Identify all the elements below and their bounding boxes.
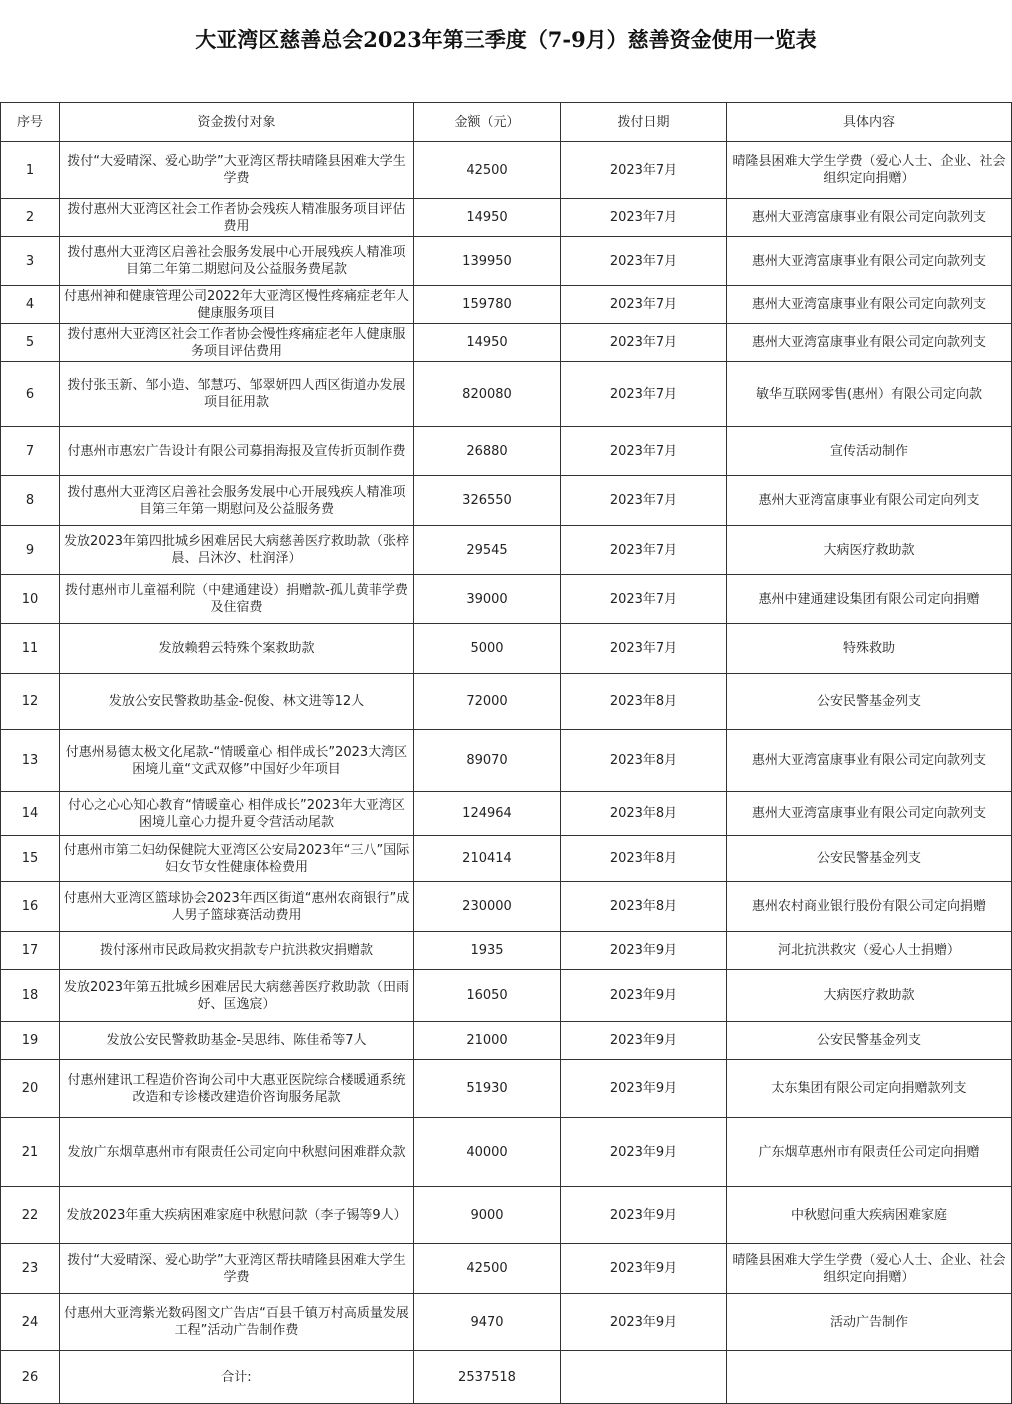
table-row [1,237,1012,286]
table-row [1,1060,1012,1118]
payee-cell: 发放广东烟草惠州市有限责任公司定向中秋慰问困难群众款 [60,1118,414,1187]
content-cell: 广东烟草惠州市有限责任公司定向捐赠 [727,1118,1012,1187]
date-cell: 2023年9月 [561,1244,727,1294]
payee-cell: 付惠州大亚湾区篮球协会2023年西区街道“惠州农商银行”成人男子篮球赛活动费用 [60,882,414,932]
date-cell: 2023年9月 [561,1294,727,1351]
row-number-cell: 2 [1,199,60,237]
payee-cell: 发放公安民警救助基金-倪俊、林文进等12人 [60,674,414,730]
amount-cell: 21000 [414,1022,561,1060]
row-number-cell: 1 [1,142,60,199]
row-number-cell: 16 [1,882,60,932]
date-cell: 2023年8月 [561,882,727,932]
content-cell: 惠州农村商业银行股份有限公司定向捐赠 [727,882,1012,932]
table-row [1,526,1012,575]
table-header-row [1,103,1012,142]
payee-cell: 发放2023年第五批城乡困难居民大病慈善医疗救助款（田雨妤、匡逸宸） [60,970,414,1022]
content-cell: 公安民警基金列支 [727,836,1012,882]
date-cell: 2023年7月 [561,476,727,526]
table-row [1,730,1012,792]
payee-cell: 拨付涿州市民政局救灾捐款专户抗洪救灾捐赠款 [60,932,414,970]
header-cell-target: 资金拨付对象 [60,103,414,142]
row-number-cell: 24 [1,1294,60,1351]
table-row [1,882,1012,932]
table-row [1,1187,1012,1244]
header-cell-content: 具体内容 [727,103,1012,142]
row-number-cell: 8 [1,476,60,526]
table-body [1,142,1012,1404]
payee-cell: 付惠州神和健康管理公司2022年大亚湾区慢性疼痛症老年人健康服务项目 [60,286,414,324]
date-cell: 2023年8月 [561,730,727,792]
date-cell: 2023年8月 [561,792,727,836]
amount-cell: 326550 [414,476,561,526]
payee-cell: 付惠州市惠宏广告设计有限公司募捐海报及宣传折页制作费 [60,427,414,476]
row-number-cell: 17 [1,932,60,970]
table-row [1,1294,1012,1351]
amount-cell: 159780 [414,286,561,324]
row-number-cell: 6 [1,362,60,427]
content-cell: 晴隆县困难大学生学费（爱心人士、企业、社会组织定向捐赠） [727,142,1012,199]
row-number-cell: 10 [1,575,60,624]
content-cell: 惠州大亚湾富康事业有限公司定向款列支 [727,237,1012,286]
table-row [1,199,1012,237]
payee-cell: 拨付“大爱晴深、爱心助学”大亚湾区帮扶晴隆县困难大学生学费 [60,1244,414,1294]
payee-cell: 拨付惠州大亚湾区启善社会服务发展中心开展残疾人精准项目第二年第二期慰问及公益服务费尾款 [60,237,414,286]
payee-cell: 拨付惠州大亚湾区启善社会服务发展中心开展残疾人精准项目第三年第一期慰问及公益服务费 [60,476,414,526]
content-cell: 中秋慰问重大疾病困难家庭 [727,1187,1012,1244]
table-row [1,932,1012,970]
payee-cell: 拨付惠州大亚湾区社会工作者协会残疾人精准服务项目评估费用 [60,199,414,237]
date-cell: 2023年7月 [561,324,727,362]
payee-cell: 付心之心心知心教育“情暖童心 相伴成长”2023年大亚湾区困境儿童心力提升夏令营活动尾款 [60,792,414,836]
row-number-cell: 3 [1,237,60,286]
content-cell: 公安民警基金列支 [727,674,1012,730]
amount-cell: 40000 [414,1118,561,1187]
table-row [1,674,1012,730]
payee-cell: 拨付“大爱晴深、爱心助学”大亚湾区帮扶晴隆县困难大学生学费 [60,142,414,199]
row-number-cell: 21 [1,1118,60,1187]
total-row-number-cell: 26 [1,1351,60,1404]
amount-cell: 39000 [414,575,561,624]
amount-cell: 230000 [414,882,561,932]
row-number-cell: 22 [1,1187,60,1244]
total-amount-cell: 2537518 [414,1351,561,1404]
amount-cell: 124964 [414,792,561,836]
date-cell: 2023年7月 [561,142,727,199]
date-cell: 2023年7月 [561,427,727,476]
amount-cell: 820080 [414,362,561,427]
date-cell: 2023年7月 [561,575,727,624]
table-row [1,1244,1012,1294]
content-cell: 大病医疗救助款 [727,970,1012,1022]
content-cell: 晴隆县困难大学生学费（爱心人士、企业、社会组织定向捐赠） [727,1244,1012,1294]
date-cell: 2023年9月 [561,1060,727,1118]
date-cell: 2023年8月 [561,836,727,882]
header-cell-amount: 金额（元） [414,103,561,142]
table-row [1,142,1012,199]
date-cell: 2023年9月 [561,1022,727,1060]
spacer-row [0,80,1012,102]
date-cell: 2023年7月 [561,362,727,427]
content-cell: 活动广告制作 [727,1294,1012,1351]
content-cell: 宣传活动制作 [727,427,1012,476]
row-number-cell: 15 [1,836,60,882]
page-title: 大亚湾区慈善总会2023年第三季度（7-9月）慈善资金使用一览表 [195,27,817,52]
table-row [1,362,1012,427]
content-cell: 特殊救助 [727,624,1012,674]
table-row [1,792,1012,836]
date-cell: 2023年9月 [561,1118,727,1187]
amount-cell: 42500 [414,1244,561,1294]
amount-cell: 210414 [414,836,561,882]
fund-usage-table [0,102,1012,1404]
table-row [1,575,1012,624]
amount-cell: 139950 [414,237,561,286]
row-number-cell: 19 [1,1022,60,1060]
content-cell: 惠州大亚湾富康事业有限公司定向款列支 [727,730,1012,792]
payee-cell: 付惠州市第二妇幼保健院大亚湾区公安局2023年“三八”国际妇女节女性健康体检费用 [60,836,414,882]
payee-cell: 付惠州建讯工程造价咨询公司中大惠亚医院综合楼暖通系统改造和专诊楼改建造价咨询服务尾款 [60,1060,414,1118]
table-row [1,624,1012,674]
table-row [1,836,1012,882]
content-cell: 惠州大亚湾富康事业有限公司定向款列支 [727,199,1012,237]
content-cell: 惠州中建通建设集团有限公司定向捐赠 [727,575,1012,624]
row-number-cell: 11 [1,624,60,674]
date-cell: 2023年7月 [561,526,727,575]
content-cell: 河北抗洪救灾（爱心人士捐赠） [727,932,1012,970]
amount-cell: 51930 [414,1060,561,1118]
amount-cell: 42500 [414,142,561,199]
amount-cell: 9000 [414,1187,561,1244]
row-number-cell: 13 [1,730,60,792]
payee-cell: 发放公安民警救助基金-吴思纬、陈佳希等7人 [60,1022,414,1060]
payee-cell: 发放赖碧云特殊个案救助款 [60,624,414,674]
row-number-cell: 4 [1,286,60,324]
date-cell: 2023年9月 [561,970,727,1022]
total-date-cell [561,1351,727,1404]
payee-cell: 拨付惠州大亚湾区社会工作者协会慢性疼痛症老年人健康服务项目评估费用 [60,324,414,362]
row-number-cell: 9 [1,526,60,575]
amount-cell: 16050 [414,970,561,1022]
payee-cell: 发放2023年重大疾病困难家庭中秋慰问款（李子锡等9人） [60,1187,414,1244]
row-number-cell: 18 [1,970,60,1022]
date-cell: 2023年8月 [561,674,727,730]
amount-cell: 14950 [414,199,561,237]
header-cell-no: 序号 [1,103,60,142]
content-cell: 惠州大亚湾富康事业有限公司定向列支 [727,476,1012,526]
payee-cell: 付惠州易德太极文化尾款-“情暖童心 相伴成长”2023大湾区困境儿童“文武双修”中国好少年项目 [60,730,414,792]
date-cell: 2023年7月 [561,237,727,286]
row-number-cell: 12 [1,674,60,730]
amount-cell: 14950 [414,324,561,362]
header-cell-date: 拨付日期 [561,103,727,142]
table-row [1,286,1012,324]
row-number-cell: 7 [1,427,60,476]
content-cell: 惠州大亚湾富康事业有限公司定向款列支 [727,792,1012,836]
amount-cell: 9470 [414,1294,561,1351]
date-cell: 2023年9月 [561,1187,727,1244]
date-cell: 2023年7月 [561,199,727,237]
table-row [1,324,1012,362]
payee-cell: 付惠州大亚湾紫光数码图文广告店“百县千镇万村高质量发展工程”活动广告制作费 [60,1294,414,1351]
amount-cell: 29545 [414,526,561,575]
payee-cell: 拨付惠州市儿童福利院（中建通建设）捐赠款-孤儿黄菲学费及住宿费 [60,575,414,624]
amount-cell: 72000 [414,674,561,730]
date-cell: 2023年9月 [561,932,727,970]
table-row [1,1118,1012,1187]
content-cell: 公安民警基金列支 [727,1022,1012,1060]
row-number-cell: 23 [1,1244,60,1294]
row-number-cell: 20 [1,1060,60,1118]
payee-cell: 发放2023年第四批城乡困难居民大病慈善医疗救助款（张梓晨、吕沐汐、杜润泽） [60,526,414,575]
table-row [1,1022,1012,1060]
content-cell: 太东集团有限公司定向捐赠款列支 [727,1060,1012,1118]
content-cell: 惠州大亚湾富康事业有限公司定向款列支 [727,324,1012,362]
total-row [1,1351,1012,1404]
table-row [1,970,1012,1022]
content-cell: 大病医疗救助款 [727,526,1012,575]
date-cell: 2023年7月 [561,286,727,324]
amount-cell: 26880 [414,427,561,476]
amount-cell: 5000 [414,624,561,674]
date-cell: 2023年7月 [561,624,727,674]
amount-cell: 1935 [414,932,561,970]
amount-cell: 89070 [414,730,561,792]
total-content-cell [727,1351,1012,1404]
content-cell: 敏华互联网零售(惠州）有限公司定向款 [727,362,1012,427]
total-label-cell: 合计: [60,1351,414,1404]
content-cell: 惠州大亚湾富康事业有限公司定向款列支 [727,286,1012,324]
payee-cell: 拨付张玉新、邹小造、邹慧巧、邹翠妍四人西区街道办发展项目征用款 [60,362,414,427]
row-number-cell: 5 [1,324,60,362]
row-number-cell: 14 [1,792,60,836]
table-row [1,476,1012,526]
table-row [1,427,1012,476]
